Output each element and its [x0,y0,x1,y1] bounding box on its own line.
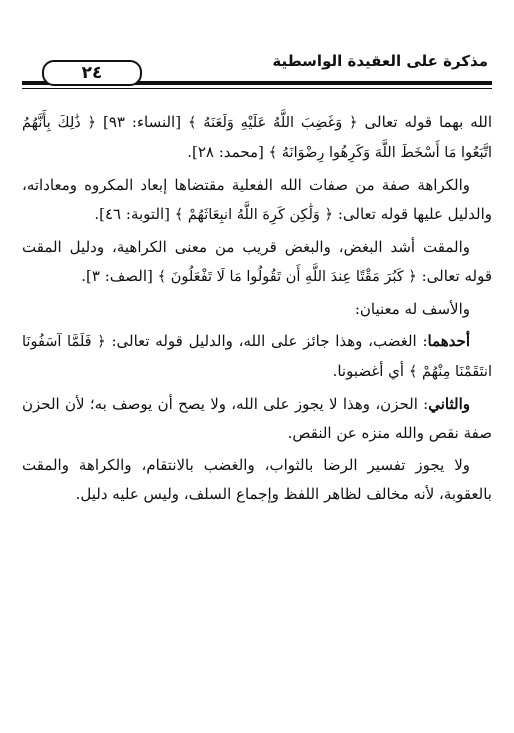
paragraph [22,233,492,292]
quran-verse: ﴿ كَبُرَ مَقْتًا عِندَ اللَّهِ أَن تَقُولُوا مَا لَا تَفْعَلُونَ ﴾ [157,269,417,285]
body-text [22,108,492,512]
paragraph [22,171,492,230]
text-run: [النساء: ٩٣] [96,113,189,131]
header-rule-thin [22,88,492,89]
quran-verse: ﴿ ذَٰلِكَ بِأَنَّهُمُ اتَّبَعُوا مَا أَسْخَطَ اللَّهَ وَكَرِهُوا رِضْوَانَهُ ﴾ [22,115,492,161]
text-run: [التوبة: ٤٦]. [94,205,175,223]
bold-term: والثاني [428,395,470,413]
paragraph [22,327,492,387]
page-number: ٢٤ [42,60,142,86]
text-run: والكراهة صفة من صفات الله الفعلية مقتضاها إبعاد المكروه ومعاداته، والدليل عليها قوله تعالى: [22,176,492,223]
paragraph [22,108,492,168]
text-run: ولا يجوز تفسير الرضا بالثواب، والغضب بالانتقام، والكراهة والمقت بالعقوبة، لأنه مخالف لظاهر اللفظ وإجماع السلف، وليس عليه دليل. [22,456,492,503]
quran-verse: ﴿ وَغَضِبَ اللَّهُ عَلَيْهِ وَلَعَنَهُ ﴾ [188,115,358,131]
text-run: : الحزن، وهذا لا يجوز على الله، ولا يصح أن يوصف به؛ لأن الحزن صفة نقص والله منزه عن النقص. [22,395,492,442]
text-run: الله بهما قوله تعالى [357,113,493,131]
quran-verse: ﴿ وَلَٰكِن كَرِهَ اللَّهُ انبِعَاثَهُمْ ﴾ [174,207,334,223]
paragraph [22,390,492,448]
page-header [22,48,492,92]
running-title: مذكرة على العقيدة الواسطية [272,52,488,70]
paragraph [22,451,492,509]
text-run: : الغضب، وهذا جائز على الله، والدليل قوله تعالى: [105,332,428,350]
quran-verse: ﴿ فَلَمَّا آسَفُونَا انتَقَمْنَا مِنْهُمْ ﴾ [22,334,492,380]
text-run: [محمد: ٢٨]. [187,143,269,161]
bold-term: أحدهما [427,332,470,350]
text-run: والمقت أشد البغض، والبغض قريب من معنى الكراهية، ودليل المقت قوله تعالى: [22,238,492,285]
text-run: [الصف: ٣]. [81,267,158,285]
paragraph [22,295,492,324]
text-run: والأسف له معنيان: [354,300,470,318]
text-run: أي أغضبونا. [332,362,409,380]
